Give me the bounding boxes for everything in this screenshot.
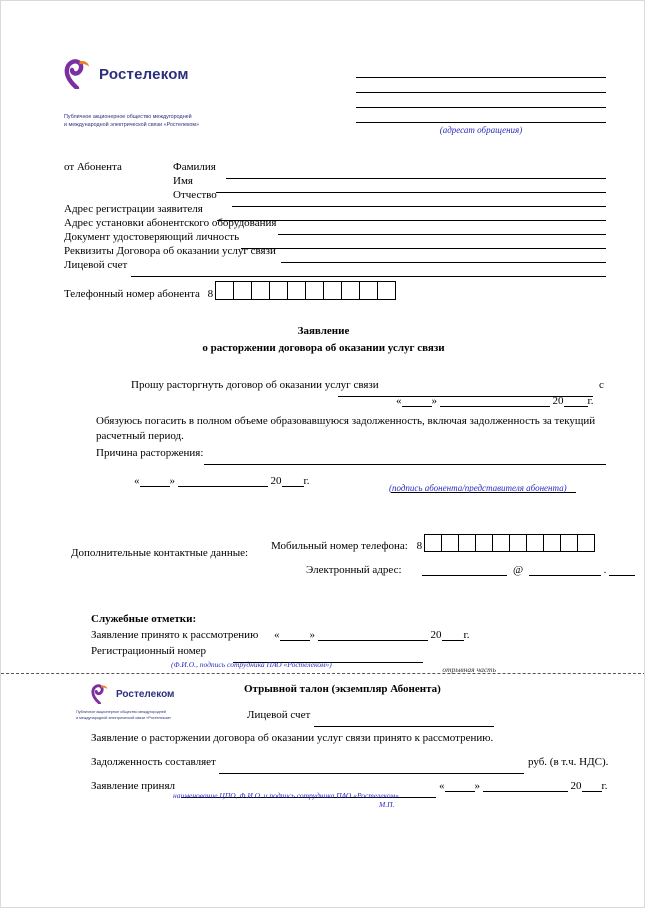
debt-label: Задолженность составляет	[91, 756, 216, 768]
email-domain-input[interactable]	[529, 564, 601, 576]
phone-country-prefix: 8	[207, 288, 214, 300]
phone-digit-box[interactable]	[287, 281, 306, 300]
tear-off-account-input[interactable]	[314, 715, 494, 727]
document-title: Заявление	[297, 325, 350, 337]
email-field	[306, 564, 635, 576]
mobile-digit-box[interactable]	[492, 534, 510, 552]
registration-address-label: Адрес регистрации заявителя	[64, 203, 203, 215]
tear-off-label: отрывная часть	[442, 665, 496, 674]
addressee-line-3[interactable]	[356, 93, 606, 108]
tear-off-day-input[interactable]	[445, 780, 475, 792]
debt-units: руб. (в т.ч. НДС).	[528, 756, 609, 768]
date-open-quote: «	[274, 629, 280, 641]
staff-signature-caption: (Ф.И.О., подпись сотрудника ПАО «Ростелеком»)	[171, 660, 332, 669]
year-suffix: г.	[463, 629, 470, 641]
additional-contacts-label: Дополнительные контактные данные:	[71, 547, 249, 559]
phone-digit-box[interactable]	[377, 281, 396, 300]
phone-digit-box[interactable]	[359, 281, 378, 300]
tear-off-staff-caption: наименование ЦПО, Ф.И.О. и подпись сотрудника ПАО «Ростелеком»	[173, 791, 399, 800]
year-prefix: 20	[570, 780, 582, 792]
date-close-quote: »	[474, 780, 480, 792]
email-label: Электронный адрес:	[306, 564, 402, 576]
signature-month-input[interactable]	[178, 475, 268, 487]
email-name-input[interactable]	[422, 564, 507, 576]
tear-off-account-label: Лицевой счет	[247, 709, 311, 721]
contract-details-label: Реквизиты Договора об оказании услуг связи	[64, 245, 276, 257]
mobile-digit-box[interactable]	[543, 534, 561, 552]
date-close-quote: »	[431, 395, 437, 407]
mobile-digit-box[interactable]	[475, 534, 493, 552]
mobile-digit-boxes[interactable]	[425, 534, 595, 552]
received-by-label: Заявление принял	[91, 780, 175, 792]
mobile-digit-box[interactable]	[458, 534, 476, 552]
tear-off-divider	[1, 673, 645, 674]
date-open-quote: «	[134, 475, 140, 487]
reason-label: Причина расторжения:	[96, 447, 204, 459]
rostelecom-logo	[64, 59, 294, 89]
year-prefix: 20	[270, 475, 282, 487]
accepted-label: Заявление принято к рассмотрению	[91, 629, 259, 641]
email-tld-input[interactable]	[609, 564, 635, 576]
phone-digit-boxes[interactable]	[216, 281, 396, 300]
year-suffix: г.	[303, 475, 310, 487]
tear-off-accepted-text: Заявление о расторжении договора об оказании услуг связи принято к рассмотрению.	[91, 732, 494, 744]
phone-digit-box[interactable]	[305, 281, 324, 300]
request-text: Прошу расторгнуть договор об оказании услуг связи	[131, 379, 379, 391]
debt-amount-input[interactable]	[219, 762, 524, 774]
request-with-label: с	[599, 379, 604, 391]
company-legal-name: Публичное акционерное общество междугородней и международной электрической связи «Ростелеком»	[64, 114, 200, 128]
tear-off-stamp-caption: М.П.	[379, 800, 395, 809]
patronymic-label: Отчество	[173, 189, 217, 201]
accepted-date-row	[274, 629, 470, 641]
email-dot-symbol: .	[603, 564, 607, 576]
id-document-label: Документ удостоверяющий личность	[64, 231, 240, 243]
year-suffix: г.	[587, 395, 594, 407]
phone-digit-box[interactable]	[323, 281, 342, 300]
signature-date-row	[134, 475, 310, 487]
phone-digit-box[interactable]	[215, 281, 234, 300]
account-input[interactable]	[131, 265, 606, 277]
termination-month-input[interactable]	[440, 395, 550, 407]
obligation-text: Обязуюсь погасить в полном объеме образовавшуюся задолженность, включая задолженность за текущий расчетный период.	[96, 415, 596, 442]
mobile-digit-box[interactable]	[441, 534, 459, 552]
addressee-block	[356, 63, 606, 135]
year-prefix: 20	[552, 395, 564, 407]
mobile-digit-box[interactable]	[577, 534, 595, 552]
phone-number-label: Телефонный номер абонента	[64, 288, 200, 300]
name-label: Имя	[173, 175, 193, 187]
mobile-phone-label: Мобильный номер телефона:	[271, 540, 408, 552]
phone-number-field	[64, 281, 396, 300]
mobile-digit-box[interactable]	[560, 534, 578, 552]
application-form	[1, 1, 645, 908]
mobile-digit-box[interactable]	[526, 534, 544, 552]
phone-digit-box[interactable]	[341, 281, 360, 300]
accepted-day-input[interactable]	[280, 629, 310, 641]
date-close-quote: »	[169, 475, 175, 487]
tear-off-title: Отрывной талон (экземпляр Абонента)	[244, 683, 441, 695]
signature-caption: (подпись абонента/представителя абонента)	[389, 483, 567, 493]
date-close-quote: »	[309, 629, 315, 641]
date-open-quote: «	[439, 780, 445, 792]
addressee-line-2[interactable]	[356, 78, 606, 93]
mobile-digit-box[interactable]	[509, 534, 527, 552]
surname-label: Фамилия	[173, 161, 216, 173]
phone-digit-box[interactable]	[269, 281, 288, 300]
tear-off-year-input[interactable]	[582, 780, 602, 792]
phone-digit-box[interactable]	[251, 281, 270, 300]
office-marks-title: Служебные отметки:	[91, 613, 197, 625]
rostelecom-logo-text: Ростелеком	[99, 65, 189, 83]
accepted-year-input[interactable]	[442, 629, 464, 641]
date-open-quote: «	[396, 395, 402, 407]
termination-year-input[interactable]	[564, 395, 588, 407]
mobile-phone-field	[271, 534, 595, 552]
equipment-address-label: Адрес установки абонентского оборудования	[64, 217, 277, 229]
rostelecom-logo-icon	[64, 59, 90, 89]
company-legal-name-small: Публичное акционерное общество междугородней и международной электрической связи «Ростелеком»	[76, 710, 172, 720]
accepted-month-input[interactable]	[318, 629, 428, 641]
rostelecom-logo-icon	[91, 684, 108, 704]
tear-off-month-input[interactable]	[483, 780, 568, 792]
addressee-line-4[interactable]	[356, 108, 606, 123]
registration-number-label: Регистрационный номер	[91, 645, 207, 657]
rostelecom-logo-text: Ростелеком	[116, 688, 175, 700]
signature-day-input[interactable]	[140, 475, 170, 487]
reason-input[interactable]	[204, 453, 606, 465]
signature-year-input[interactable]	[282, 475, 304, 487]
year-suffix: г.	[601, 780, 608, 792]
account-label: Лицевой счет	[64, 259, 128, 271]
addressee-line-1[interactable]	[356, 63, 606, 78]
termination-day-input[interactable]	[402, 395, 432, 407]
email-at-symbol: @	[513, 564, 524, 576]
termination-date-row	[396, 395, 594, 407]
mobile-country-prefix: 8	[416, 540, 423, 552]
year-prefix: 20	[430, 629, 442, 641]
mobile-digit-box[interactable]	[424, 534, 442, 552]
tear-off-date-row	[439, 780, 608, 792]
phone-digit-box[interactable]	[233, 281, 252, 300]
from-subscriber-label: от Абонента	[64, 161, 122, 173]
document-subtitle: о расторжении договора об оказании услуг связи	[202, 342, 445, 354]
addressee-caption: (адресат обращения)	[439, 125, 523, 135]
